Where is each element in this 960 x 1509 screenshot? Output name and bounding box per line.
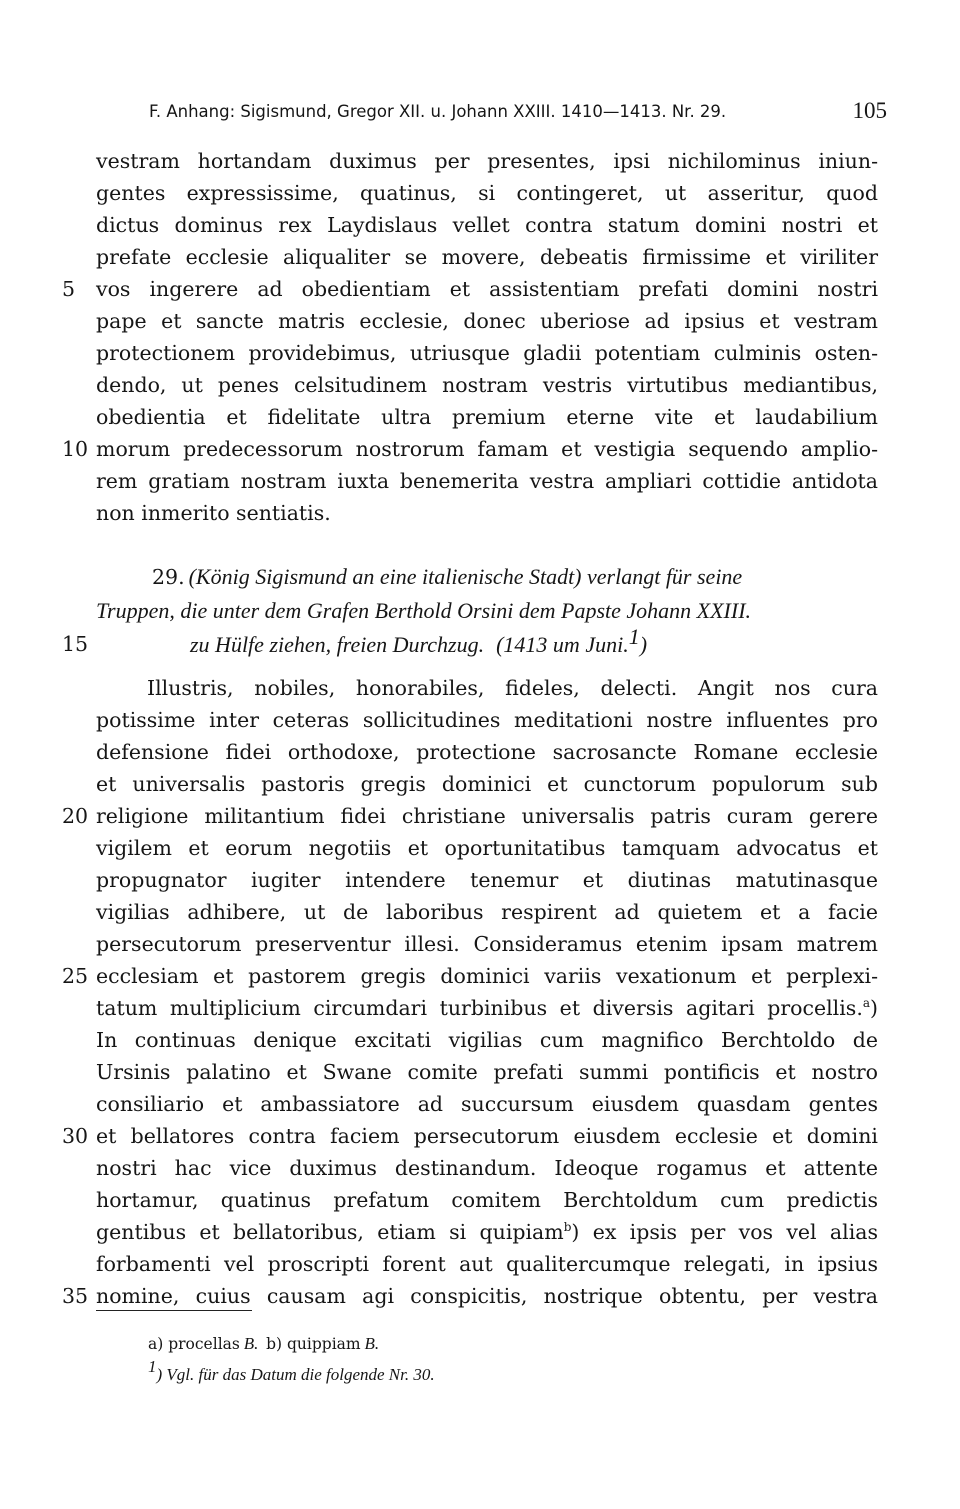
text-run: gentibus et bellatoribus, etiam si quipiam: [96, 1220, 564, 1244]
footnote-a: a) procellas: [148, 1335, 240, 1353]
line-number: 25: [62, 964, 89, 988]
text-line: rem gratiam nostram iuxta benemerita vestra ampliari cottidie antidota: [96, 469, 878, 493]
text-line: dendo, ut penes celsitudinem nostram vestris virtutibus mediantibus,: [96, 373, 878, 397]
title-text-1: (König Sigismund an eine italienische Stadt) verlangt für seine: [188, 564, 743, 589]
text-line: [96, 993, 878, 1024]
footnote-apparatus: [148, 1332, 379, 1356]
text-line: nostri hac vice duximus destinandum. Ideoque rogamus et attente: [96, 1156, 878, 1180]
text-line: forbamenti vel proscripti forent aut qualitercumque relegati, in ipsius: [96, 1252, 878, 1276]
text-line: morum predecessorum nostrorum famam et vestigia sequendo amplio-: [96, 437, 878, 461]
line-number: 30: [62, 1124, 89, 1148]
text-line: propugnator iugiter intendere tenemur et diutinas matutinasque: [96, 868, 878, 892]
text-line: religione militantium fidei christiane universalis patris curam gerere: [96, 804, 878, 828]
text-line: potissime inter ceteras sollicitudines meditationi nostre influentes pro: [96, 708, 878, 732]
text-line: vestram hortandam duximus per presentes, ipsi nichilominus iniun-: [96, 149, 878, 173]
text-line: protectionem providebimus, utriusque gladii potentiam culminis osten-: [96, 341, 878, 365]
document-number: 29.: [152, 565, 185, 589]
running-title: F. Anhang: Sigismund, Gregor XII. u. Johann XXIII. 1410—1413. Nr. 29.: [149, 102, 727, 121]
title-line-3: [190, 624, 890, 660]
document-date: (1413 um Juni.: [496, 632, 629, 657]
line-number: 5: [62, 277, 76, 301]
text-line: vigilias adhibere, ut de laboribus respirent ad quietem et a facie: [96, 900, 878, 924]
running-header: [149, 98, 887, 128]
text-line: In continuas denique excitati vigilias cum magnifico Berchtoldo de: [96, 1028, 878, 1052]
text-run: tatum multiplicium circumdari turbinibus et diversis agitari procellis.: [96, 996, 863, 1020]
text-run: ): [870, 996, 878, 1020]
text-line: nomine, cuius causam agi conspicitis, nostrique obtentu, per vestra: [96, 1284, 878, 1308]
document-date-close: ): [639, 632, 648, 657]
page-number: 105: [852, 98, 887, 123]
text-line: non inmerito sentiatis.: [96, 501, 331, 525]
text-line: et bellatores contra faciem persecutorum eiusdem ecclesie et domini: [96, 1124, 878, 1148]
text-line: gentes expressissime, quatinus, si contingeret, ut asseritur, quod: [96, 181, 878, 205]
text-line: vos ingerere ad obedientiam et assistentiam prefati domini nostri: [96, 277, 878, 301]
text-line: defensione fidei orthodoxe, protectione sacrosancte Romane ecclesie: [96, 740, 878, 764]
text-line: vigilem et eorum negotiis et oportunitatibus tamquam advocatus et: [96, 836, 878, 860]
title-line-2: [96, 595, 876, 626]
text-line: pape et sancte matris ecclesie, donec uberiose ad ipsius et vestram: [96, 309, 878, 333]
text-line: [96, 1217, 878, 1248]
footnote-1: [148, 1357, 435, 1387]
note-marker: b: [563, 1220, 572, 1234]
footnote-b: b) quippiam: [266, 1335, 361, 1353]
footnote-1-number: 1: [148, 1357, 157, 1376]
text-line: prefate ecclesie aliqualiter se movere, debeatis firmissime et viriliter: [96, 245, 878, 269]
text-run: ) ex ipsis per vos vel alias: [571, 1220, 878, 1244]
text-line: Ursinis palatino et Swane comite prefati summi pontificis et nostro: [96, 1060, 878, 1084]
title-footnote-marker: 1: [628, 624, 640, 649]
line-number: 10: [62, 437, 89, 461]
note-marker: a: [862, 996, 870, 1010]
footnote-a-siglum: B.: [243, 1334, 259, 1353]
text-line: et universalis pastoris gregis dominici et cunctorum populorum sub: [96, 772, 878, 796]
line-number: 15: [62, 632, 89, 656]
text-line: consiliario et ambassiatore ad succursum eiusdem quasdam gentes: [96, 1092, 878, 1116]
text-line: hortamur, quatinus prefatum comitem Berchtoldum cum predictis: [96, 1188, 878, 1212]
text-line: dictus dominus rex Laydislaus vellet contra statum domini nostri et: [96, 213, 878, 237]
line-number: 20: [62, 804, 89, 828]
title-text-2: Truppen, die unter dem Grafen Berthold Orsini dem Papste Johann XXIII.: [96, 598, 752, 623]
line-number: 35: [62, 1284, 89, 1308]
footnote-b-siglum: B.: [364, 1334, 380, 1353]
text-line: ecclesiam et pastorem gregis dominici variis vexationum et perplexi-: [96, 964, 878, 988]
text-line: Illustris, nobiles, honorabiles, fideles, delecti. Angit nos cura: [147, 676, 878, 700]
text-line: persecutorum preserventur illesi. Consideramus etenim ipsam matrem: [96, 932, 878, 956]
footnote-rule: [96, 1310, 252, 1311]
title-line-1: [152, 561, 874, 592]
title-text-3: zu Hülfe ziehen, freien Durchzug.: [190, 632, 485, 657]
text-line: obedientia et fidelitate ultra premium eterne vite et laudabilium: [96, 405, 878, 429]
footnote-1-text: ) Vgl. für das Datum die folgende Nr. 30.: [156, 1365, 435, 1384]
